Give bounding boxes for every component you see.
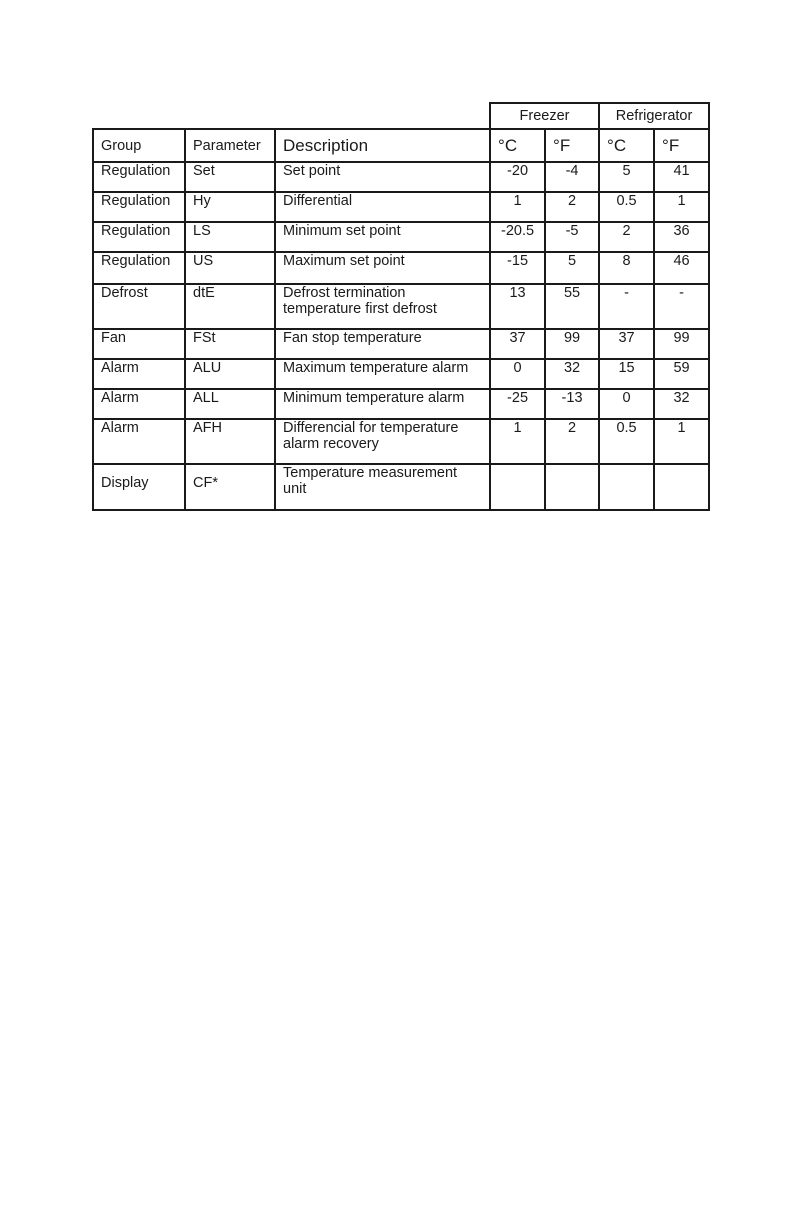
cell-description	[275, 192, 490, 222]
cell-description	[275, 252, 490, 284]
cell-refrigerator-f: -	[654, 284, 709, 329]
cell-freezer-f: 99	[545, 329, 599, 359]
cell-refrigerator-c: 0	[599, 389, 654, 419]
cell-freezer-f: 2	[545, 192, 599, 222]
cell-parameter: US	[185, 252, 275, 284]
cell-group: Regulation	[93, 252, 185, 284]
col-header-group: Group	[93, 129, 185, 162]
cell-description	[275, 162, 490, 192]
cell-refrigerator-c: 0.5	[599, 192, 654, 222]
cell-refrigerator-f: 36	[654, 222, 709, 252]
cell-refrigerator-c: 15	[599, 359, 654, 389]
col-header-description: Description	[275, 129, 490, 162]
cell-description	[275, 389, 490, 419]
refrigerator-group-header: Refrigerator	[599, 103, 709, 129]
description-line: Maximum set point	[283, 253, 405, 269]
table-row	[93, 464, 709, 510]
freezer-group-header: Freezer	[490, 103, 599, 129]
description-line: Minimum set point	[283, 223, 401, 239]
cell-freezer-c: 0	[490, 359, 545, 389]
cell-freezer-f	[545, 464, 599, 510]
cell-refrigerator-f: 1	[654, 419, 709, 464]
cell-group: Fan	[93, 329, 185, 359]
column-header-row	[93, 129, 709, 162]
table-row	[93, 329, 709, 359]
cell-freezer-c	[490, 464, 545, 510]
cell-refrigerator-c: -	[599, 284, 654, 329]
cell-group: Regulation	[93, 192, 185, 222]
description-line: unit	[283, 481, 307, 497]
description-line: Fan stop temperature	[283, 330, 422, 346]
cell-group: Display	[93, 464, 185, 510]
cell-group: Alarm	[93, 419, 185, 464]
description-line: Defrost termination	[283, 285, 406, 301]
cell-refrigerator-f: 1	[654, 192, 709, 222]
cell-parameter: ALU	[185, 359, 275, 389]
cell-description	[275, 359, 490, 389]
cell-refrigerator-f: 59	[654, 359, 709, 389]
description-line: Minimum temperature alarm	[283, 390, 465, 406]
table-row	[93, 419, 709, 464]
cell-freezer-c: 1	[490, 419, 545, 464]
col-header-parameter: Parameter	[185, 129, 275, 162]
col-header-refrigerator-c: °C	[599, 129, 654, 162]
cell-refrigerator-f	[654, 464, 709, 510]
cell-description	[275, 329, 490, 359]
cell-description	[275, 222, 490, 252]
cell-freezer-f: 5	[545, 252, 599, 284]
cell-description	[275, 464, 490, 510]
cell-freezer-c: -25	[490, 389, 545, 419]
cell-freezer-f: 2	[545, 419, 599, 464]
cell-freezer-c: 13	[490, 284, 545, 329]
col-header-freezer-c: °C	[490, 129, 545, 162]
cell-group: Regulation	[93, 162, 185, 192]
cell-parameter: LS	[185, 222, 275, 252]
description-line: Temperature measurement	[283, 465, 458, 481]
cell-description	[275, 284, 490, 329]
col-header-freezer-f: °F	[545, 129, 599, 162]
cell-refrigerator-c: 0.5	[599, 419, 654, 464]
description-line: temperature first defrost	[283, 301, 437, 317]
description-line: Differential	[283, 193, 353, 209]
table-row	[93, 359, 709, 389]
cell-freezer-f: 32	[545, 359, 599, 389]
blank-corner	[93, 103, 490, 129]
cell-refrigerator-c: 8	[599, 252, 654, 284]
cell-refrigerator-c: 5	[599, 162, 654, 192]
description-line: Differencial for temperature	[283, 420, 459, 436]
parameter-table	[92, 102, 710, 511]
cell-parameter: dtE	[185, 284, 275, 329]
table-row	[93, 284, 709, 329]
cell-parameter: ALL	[185, 389, 275, 419]
cell-refrigerator-f: 32	[654, 389, 709, 419]
cell-freezer-c: -15	[490, 252, 545, 284]
cell-freezer-c: 1	[490, 192, 545, 222]
table-row	[93, 192, 709, 222]
cell-group: Defrost	[93, 284, 185, 329]
cell-refrigerator-c	[599, 464, 654, 510]
cell-freezer-c: 37	[490, 329, 545, 359]
col-header-refrigerator-f: °F	[654, 129, 709, 162]
table-row	[93, 389, 709, 419]
cell-description	[275, 419, 490, 464]
cell-freezer-f: -4	[545, 162, 599, 192]
description-line: alarm recovery	[283, 436, 379, 452]
cell-refrigerator-f: 41	[654, 162, 709, 192]
description-line: Maximum temperature alarm	[283, 360, 469, 376]
cell-refrigerator-c: 2	[599, 222, 654, 252]
group-header-row	[93, 103, 709, 129]
cell-refrigerator-f: 99	[654, 329, 709, 359]
cell-freezer-c: -20	[490, 162, 545, 192]
cell-parameter: CF*	[185, 464, 275, 510]
cell-refrigerator-c: 37	[599, 329, 654, 359]
cell-refrigerator-f: 46	[654, 252, 709, 284]
table-row	[93, 222, 709, 252]
cell-freezer-f: -5	[545, 222, 599, 252]
cell-parameter: Set	[185, 162, 275, 192]
cell-group: Alarm	[93, 359, 185, 389]
cell-freezer-f: -13	[545, 389, 599, 419]
table-row	[93, 252, 709, 284]
cell-parameter: AFH	[185, 419, 275, 464]
table-row	[93, 162, 709, 192]
cell-group: Alarm	[93, 389, 185, 419]
cell-freezer-f: 55	[545, 284, 599, 329]
cell-freezer-c: -20.5	[490, 222, 545, 252]
cell-parameter: Hy	[185, 192, 275, 222]
description-line: Set point	[283, 163, 341, 179]
cell-parameter: FSt	[185, 329, 275, 359]
cell-group: Regulation	[93, 222, 185, 252]
